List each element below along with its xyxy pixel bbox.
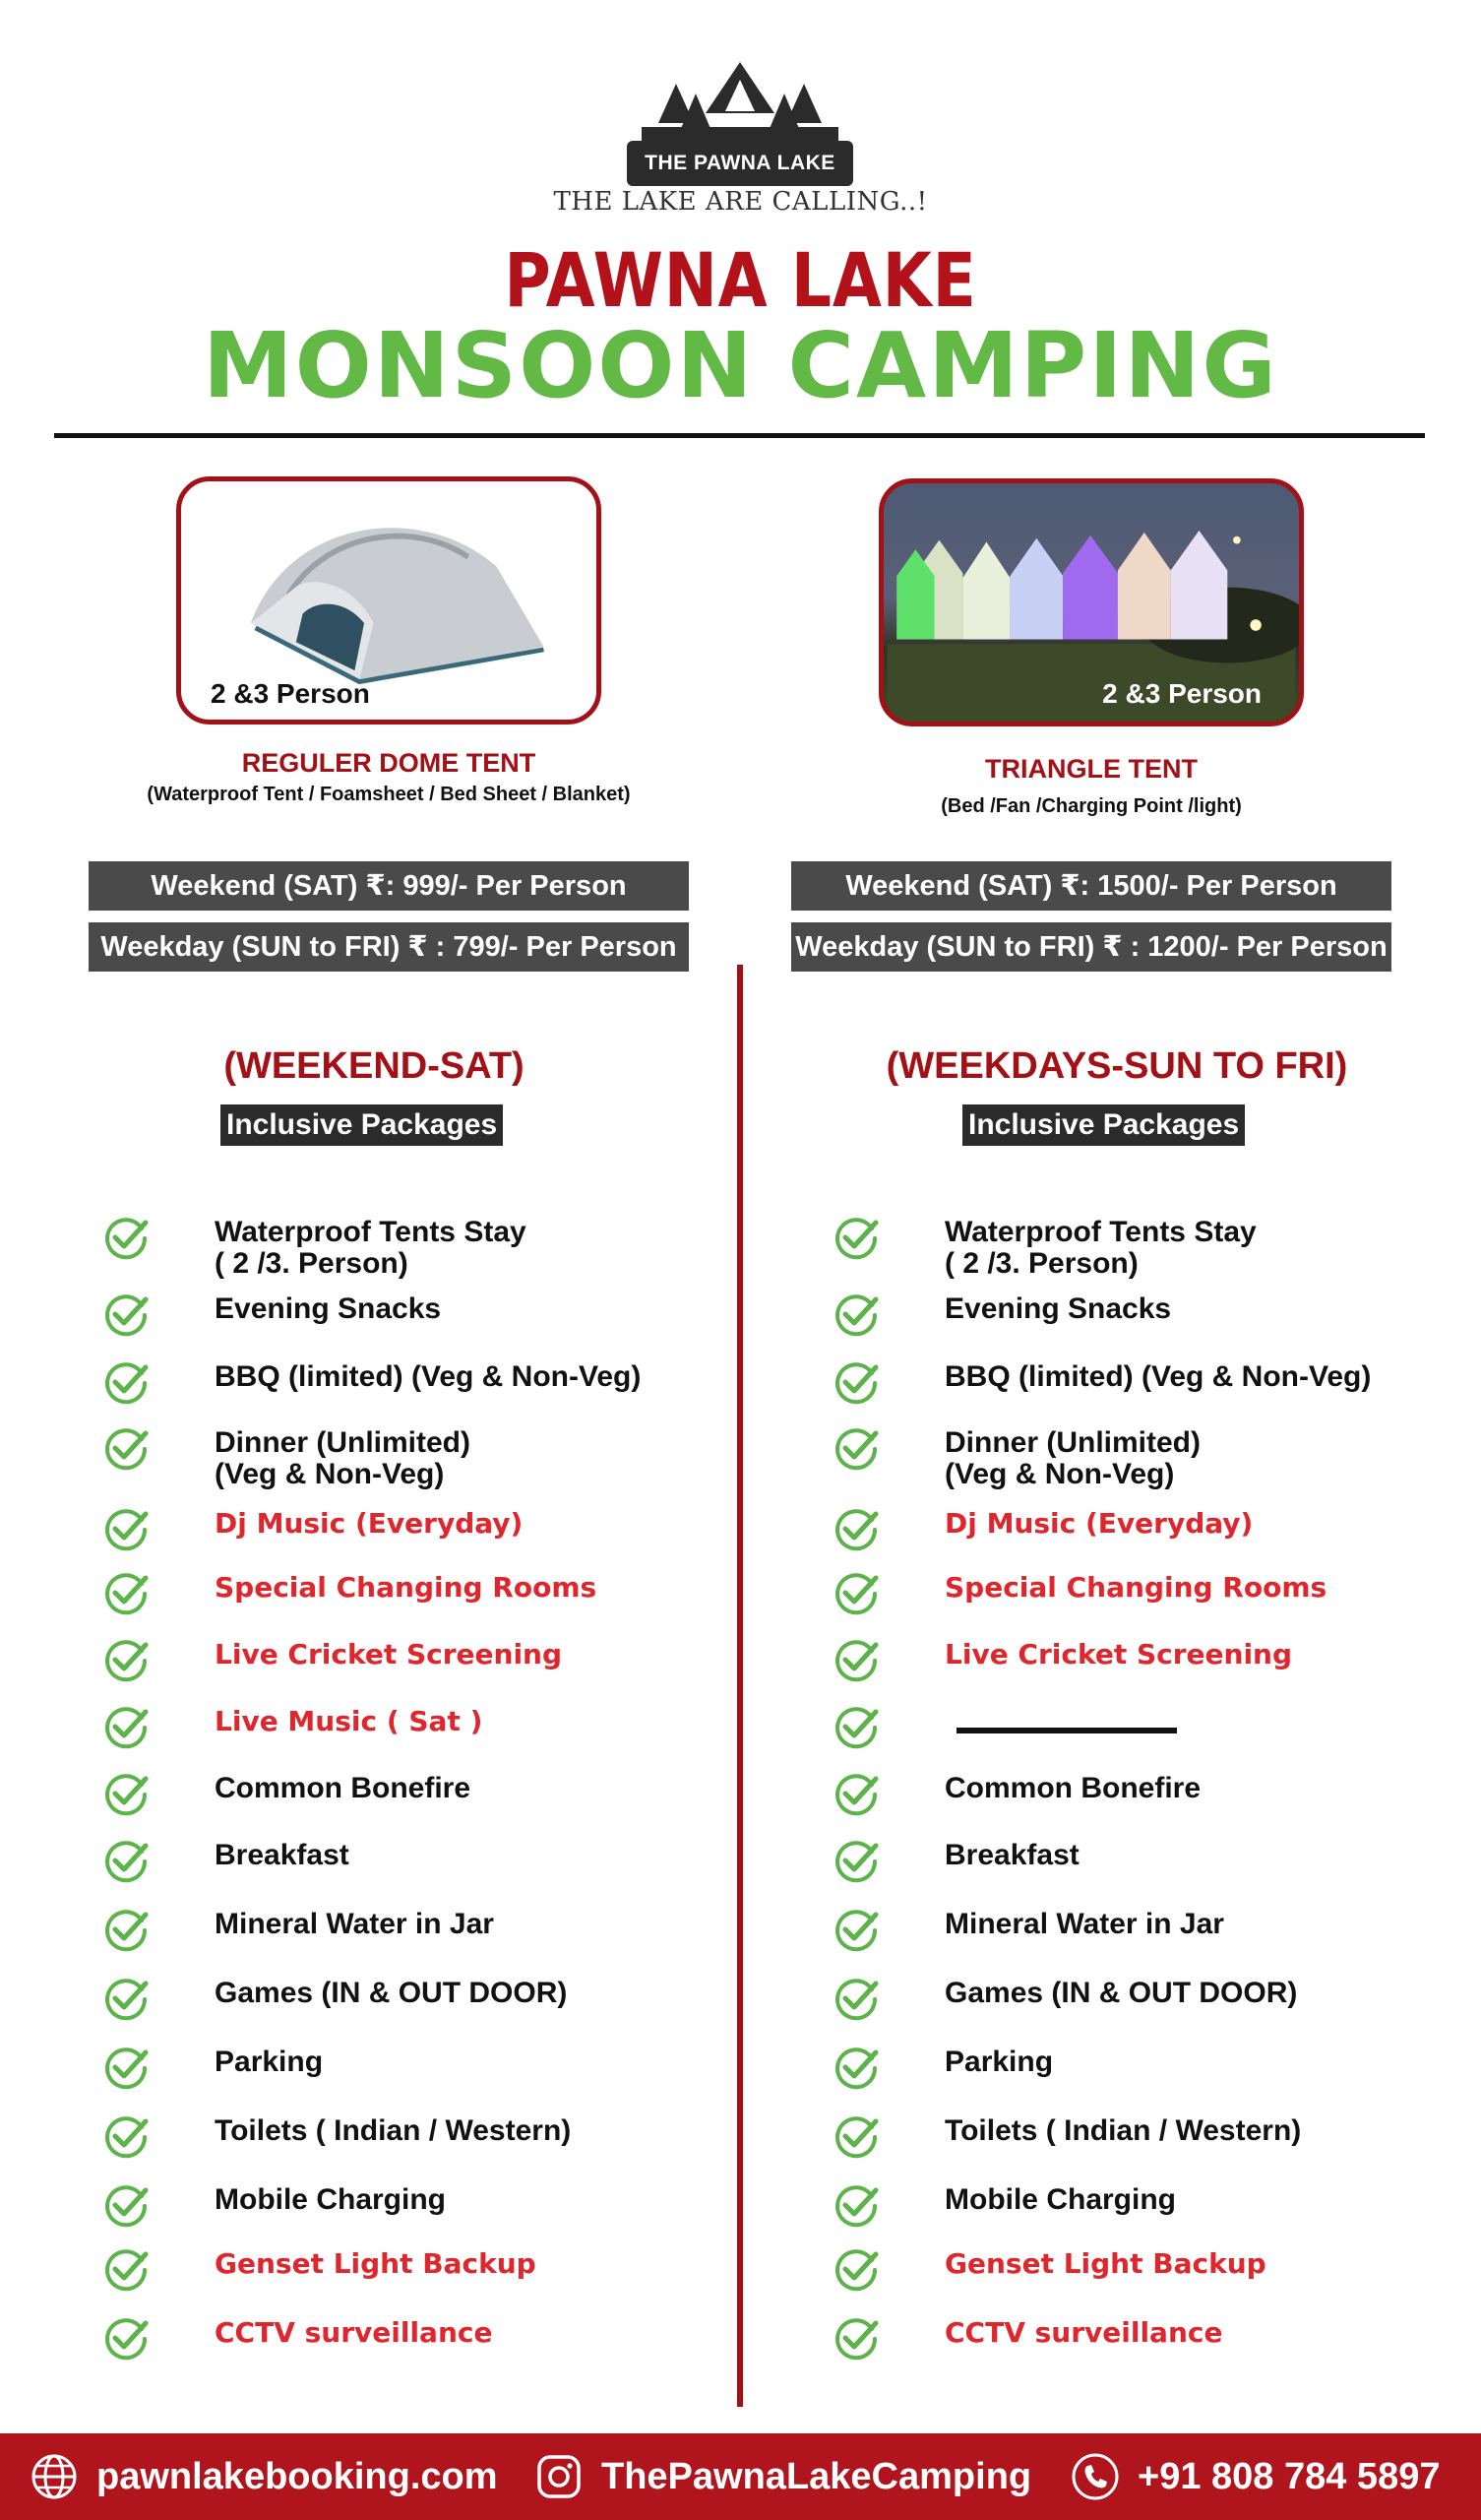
list-item-label (215, 1293, 441, 1325)
list-item-label (215, 1427, 470, 1490)
list-item-label (945, 1909, 1224, 1940)
list-item-label (945, 1773, 1201, 1804)
list-item-line-1: Special Changing Rooms (215, 1571, 597, 1604)
check-circle-icon (102, 2113, 150, 2161)
list-item-label (215, 1639, 562, 1670)
list-item-label (945, 1293, 1171, 1325)
weekend-inclusive-badge: Inclusive Packages (220, 1104, 503, 1146)
triangle-tent-photo (879, 478, 1304, 726)
check-circle-icon (102, 1637, 150, 1684)
dome-tent-features: (Waterproof Tent / Foamsheet / Bed Sheet / Blanket) (147, 784, 631, 805)
list-item-line-1: Evening Snacks (215, 1292, 442, 1325)
list-item-line-1: Parking (215, 2046, 324, 2078)
list-item-line-1: Mobile Charging (945, 2183, 1176, 2216)
check-circle-icon (833, 2315, 880, 2362)
check-circle-icon (833, 1771, 880, 1818)
list-item-line-1: Genset Light Backup (215, 2247, 536, 2280)
check-circle-icon (833, 1838, 880, 1885)
list-item-label (945, 1572, 1327, 1604)
check-circle-icon (102, 1506, 150, 1553)
triangle-tent-features: (Bed /Fan /Charging Point /light) (941, 795, 1242, 817)
check-circle-icon (102, 2045, 150, 2092)
list-item-line-1: CCTV surveillance (945, 2316, 1223, 2349)
check-circle-icon (102, 2315, 150, 2362)
list-item-line-1: Mineral Water in Jar (215, 1908, 494, 1940)
header-divider (54, 433, 1425, 438)
list-item-label (945, 1217, 1257, 1280)
dome-tent-weekday-price: Weekday (SUN to FRI) ₹ : 799/- Per Person (89, 922, 689, 972)
list-item-label (215, 1978, 567, 2009)
check-circle-icon (833, 1637, 880, 1684)
list-item-label (945, 2317, 1222, 2349)
list-item-line-2: ( 2 /3. Person) (945, 1247, 1139, 1280)
list-item-label (945, 2115, 1301, 2147)
list-item-label (945, 1840, 1080, 1871)
globe-icon (30, 2452, 79, 2501)
check-circle-icon (833, 2182, 880, 2230)
column-divider (737, 965, 743, 2407)
check-circle-icon (102, 1976, 150, 2023)
check-circle-icon (102, 1704, 150, 1751)
instagram-link[interactable] (534, 2433, 1031, 2520)
list-item-line-1: Waterproof Tents Stay (945, 1216, 1257, 1248)
check-circle-icon (102, 1292, 150, 1339)
page-title-line-2: MONSOON CAMPING (203, 313, 1278, 418)
weekday-package-heading: (WEEKDAYS-SUN TO FRI) (886, 1045, 1348, 1087)
dome-tent-photo (176, 476, 601, 724)
list-item-label (945, 2047, 1053, 2078)
list-item-line-1: Toilets ( Indian / Western) (215, 2114, 572, 2147)
list-item-label (945, 2248, 1266, 2280)
list-item-label (945, 1639, 1292, 1670)
check-circle-icon (833, 1907, 880, 1954)
check-circle-icon (833, 1976, 880, 2023)
list-item-line-1: Waterproof Tents Stay (215, 1216, 526, 1248)
list-item-label (215, 2047, 323, 2078)
brand-logo (0, 54, 1481, 231)
list-item-label (215, 1706, 482, 1737)
check-circle-icon (102, 1359, 150, 1407)
list-item-label (945, 2184, 1176, 2216)
list-item-line-1: Dinner (Unlimited) (215, 1426, 470, 1459)
triangle-tent-name: TRIANGLE TENT (985, 754, 1198, 784)
list-item-line-1: Genset Light Backup (945, 2247, 1266, 2280)
list-item-line-1: Breakfast (215, 1839, 349, 1871)
check-circle-icon (833, 1704, 880, 1751)
page-title-line-1: PAWNA LAKE (504, 236, 977, 324)
check-circle-icon (833, 1292, 880, 1339)
list-item-line-1: BBQ (limited) (Veg & Non-Veg) (215, 1360, 642, 1393)
list-item-label (215, 1909, 494, 1940)
list-item-line-1: Dj Music (Everyday) (945, 1507, 1254, 1540)
list-item-label (215, 1508, 523, 1540)
list-item-label (215, 2115, 571, 2147)
list-item-line-2: ( 2 /3. Person) (215, 1247, 408, 1280)
weekend-package-heading: (WEEKEND-SAT) (223, 1045, 525, 1087)
list-item-line-1: Toilets ( Indian / Western) (945, 2114, 1302, 2147)
dome-tent-capacity: 2 &3 Person (211, 678, 370, 709)
list-item-line-1: Live Music ( Sat ) (215, 1705, 483, 1737)
not-included-dash (956, 1728, 1177, 1733)
list-item-line-1: Dj Music (Everyday) (215, 1507, 524, 1540)
list-item-label (945, 1361, 1371, 1393)
list-item-label (215, 2248, 536, 2280)
instagram-handle: ThePawnaLakeCamping (601, 2455, 1032, 2497)
list-item-line-2: (Veg & Non-Veg) (215, 1458, 445, 1490)
triangle-tent-weekend-price: Weekend (SAT) ₹: 1500/- Per Person (791, 861, 1391, 911)
list-item-line-1: Games (IN & OUT DOOR) (945, 1977, 1298, 2009)
check-circle-icon (102, 1425, 150, 1473)
list-item-line-1: Common Bonefire (215, 1772, 471, 1804)
logo-tagline: THE LAKE ARE CALLING..! (553, 187, 928, 217)
website-text: pawnlakebooking.com (96, 2455, 498, 2497)
list-item-label (215, 1361, 641, 1393)
list-item-line-1: Common Bonefire (945, 1772, 1202, 1804)
check-circle-icon (102, 1907, 150, 1954)
list-item-line-1: Live Cricket Screening (215, 1638, 563, 1670)
check-circle-icon (833, 2113, 880, 2161)
list-item-line-1: Mobile Charging (215, 2183, 446, 2216)
weekday-inclusive-badge: Inclusive Packages (962, 1104, 1245, 1146)
list-item-line-2: (Veg & Non-Veg) (945, 1458, 1175, 1490)
list-item-label (945, 1978, 1297, 2009)
list-item-line-1: Parking (945, 2046, 1054, 2078)
list-item-label (215, 1572, 596, 1604)
list-item-line-1: Dinner (Unlimited) (945, 1426, 1201, 1459)
list-item-label (215, 1773, 470, 1804)
list-item-line-1: Live Cricket Screening (945, 1638, 1293, 1670)
check-circle-icon (102, 1215, 150, 1262)
list-item-label (215, 2317, 492, 2349)
list-item-label (945, 1508, 1253, 1540)
contact-footer (0, 2433, 1481, 2520)
check-circle-icon (102, 1771, 150, 1818)
list-item-line-1: Breakfast (945, 1839, 1080, 1871)
list-item-label (215, 1840, 349, 1871)
triangle-tent-weekday-price: Weekday (SUN to FRI) ₹ : 1200/- Per Person (791, 922, 1391, 972)
list-item-line-1: Evening Snacks (945, 1292, 1172, 1325)
list-item-label (215, 1217, 526, 1280)
instagram-icon (534, 2452, 584, 2501)
triangle-tent-capacity: 2 &3 Person (1102, 678, 1262, 709)
check-circle-icon (833, 2246, 880, 2294)
check-circle-icon (833, 1215, 880, 1262)
phone-number: +91 808 784 5897 (1138, 2455, 1441, 2497)
list-item-line-1: Mineral Water in Jar (945, 1908, 1224, 1940)
dome-tent-name: REGULER DOME TENT (241, 748, 536, 778)
logo-badge: THE PAWNA LAKE (627, 141, 853, 186)
list-item-label (215, 2184, 446, 2216)
check-circle-icon (833, 1359, 880, 1407)
list-item-line-1: BBQ (limited) (Veg & Non-Veg) (945, 1360, 1372, 1393)
phone-icon (1071, 2452, 1120, 2501)
list-item-line-1: CCTV surveillance (215, 2316, 493, 2349)
check-circle-icon (833, 1425, 880, 1473)
website-link[interactable] (30, 2433, 498, 2520)
list-item-line-1: Games (IN & OUT DOOR) (215, 1977, 568, 2009)
phone-link[interactable] (1071, 2433, 1440, 2520)
check-circle-icon (102, 1838, 150, 1885)
list-item-label (945, 1427, 1201, 1490)
check-circle-icon (102, 1570, 150, 1617)
check-circle-icon (102, 2182, 150, 2230)
check-circle-icon (833, 2045, 880, 2092)
check-circle-icon (102, 2246, 150, 2294)
list-item-line-1: Special Changing Rooms (945, 1571, 1327, 1604)
check-circle-icon (833, 1570, 880, 1617)
dome-tent-weekend-price: Weekend (SAT) ₹: 999/- Per Person (89, 861, 689, 911)
check-circle-icon (833, 1506, 880, 1553)
